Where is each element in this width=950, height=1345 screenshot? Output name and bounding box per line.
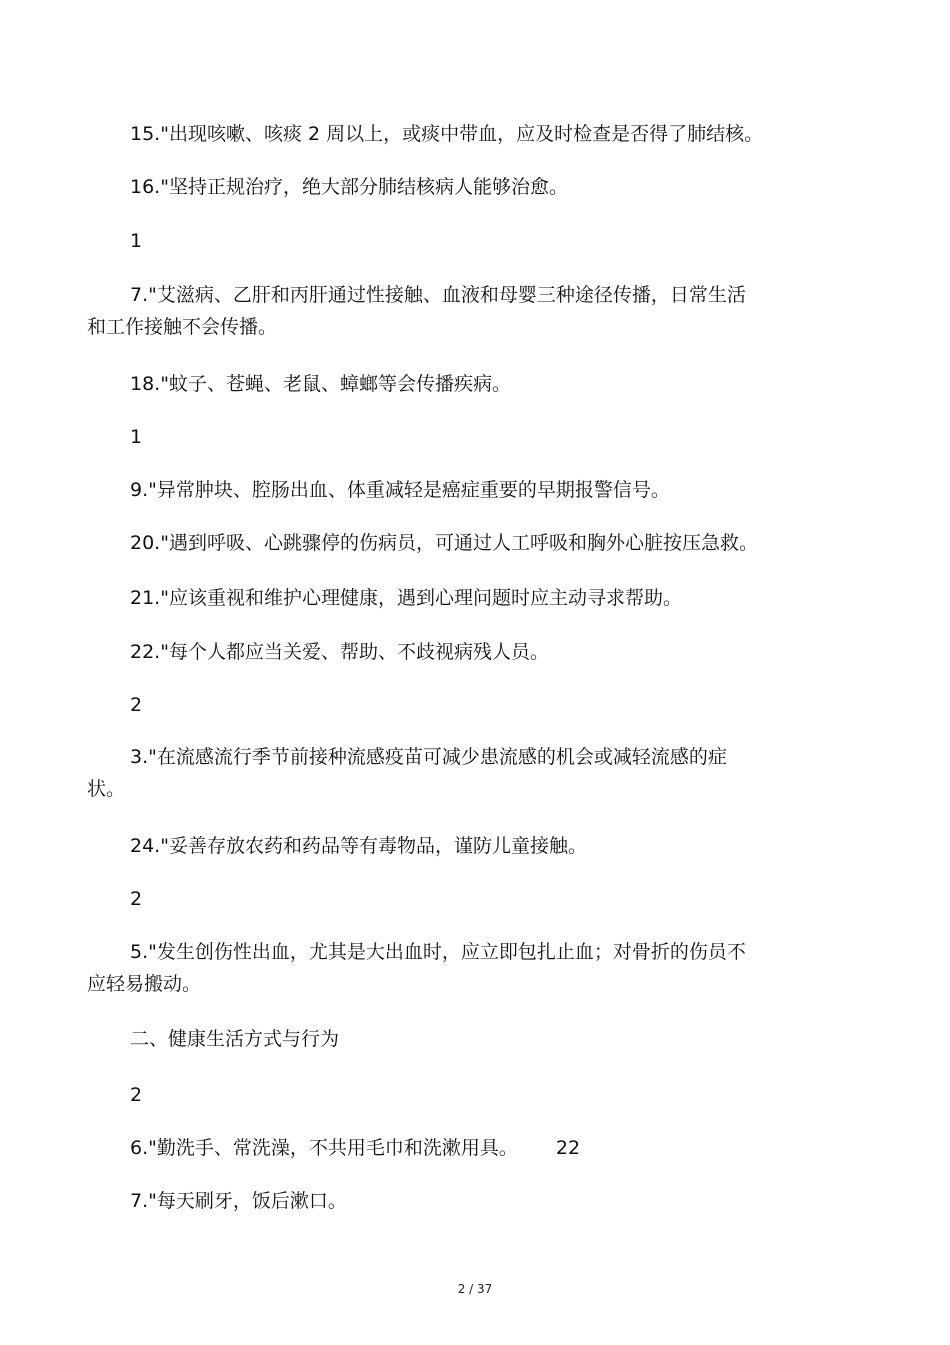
paragraph-line-continuation: 和工作接触不会传播。 [87, 316, 278, 338]
paragraph-line: 18."蚊子、苍蝇、老鼠、蟑螂等会传播疾病。 [130, 373, 511, 395]
page-footer [0, 1282, 950, 1296]
paragraph-line [0, 1137, 950, 1159]
page-number-fragment: 1 [130, 426, 143, 448]
paragraph-line: 22."每个人都应当关爱、帮助、不歧视病残人员。 [130, 641, 549, 663]
paragraph-line: 20."遇到呼吸、心跳骤停的伤病员，可通过人工呼吸和胸外心脏按压急救。 [130, 532, 758, 554]
page-number-fragment: 22 [555, 1137, 581, 1159]
paragraph-text: 6."勤洗手、常洗澡，不共用毛巾和洗漱用具。 [130, 1137, 518, 1159]
paragraph-line: 24."妥善存放农药和药品等有毒物品，谨防儿童接触。 [130, 835, 587, 857]
paragraph-line: 7."每天刷牙，饭后漱口。 [130, 1190, 347, 1212]
page-number-fragment: 2 [130, 888, 143, 910]
paragraph-line: 15."出现咳嗽、咳痰 2 周以上，或痰中带血，应及时检查是否得了肺结核。 [130, 123, 764, 145]
paragraph-line: 21."应该重视和维护心理健康，遇到心理问题时应主动寻求帮助。 [130, 587, 682, 609]
paragraph-line: 9."异常肿块、腔肠出血、体重减轻是癌症重要的早期报警信号。 [130, 479, 670, 501]
page-number-fragment: 2 [130, 694, 143, 716]
paragraph-line: 5."发生创伤性出血，尤其是大出血时，应立即包扎止血；对骨折的伤员不 [130, 941, 746, 963]
paragraph-line: 16."坚持正规治疗，绝大部分肺结核病人能够治愈。 [130, 176, 568, 198]
paragraph-line-continuation: 应轻易搬动。 [87, 973, 202, 995]
page-number-fragment: 1 [130, 230, 143, 252]
paragraph-line: 7."艾滋病、乙肝和丙肝通过性接触、血液和母婴三种途径传播，日常生活 [130, 284, 746, 306]
section-heading: 二、健康生活方式与行为 [130, 1028, 340, 1050]
paragraph-line-continuation: 状。 [87, 778, 126, 800]
page-separator: / [469, 1282, 474, 1296]
page-current: 2 [457, 1282, 466, 1296]
page-number-fragment: 2 [130, 1084, 143, 1106]
page-total: 37 [477, 1282, 493, 1296]
paragraph-line: 3."在流感流行季节前接种流感疫苗可减少患流感的机会或减轻流感的症 [130, 746, 727, 768]
